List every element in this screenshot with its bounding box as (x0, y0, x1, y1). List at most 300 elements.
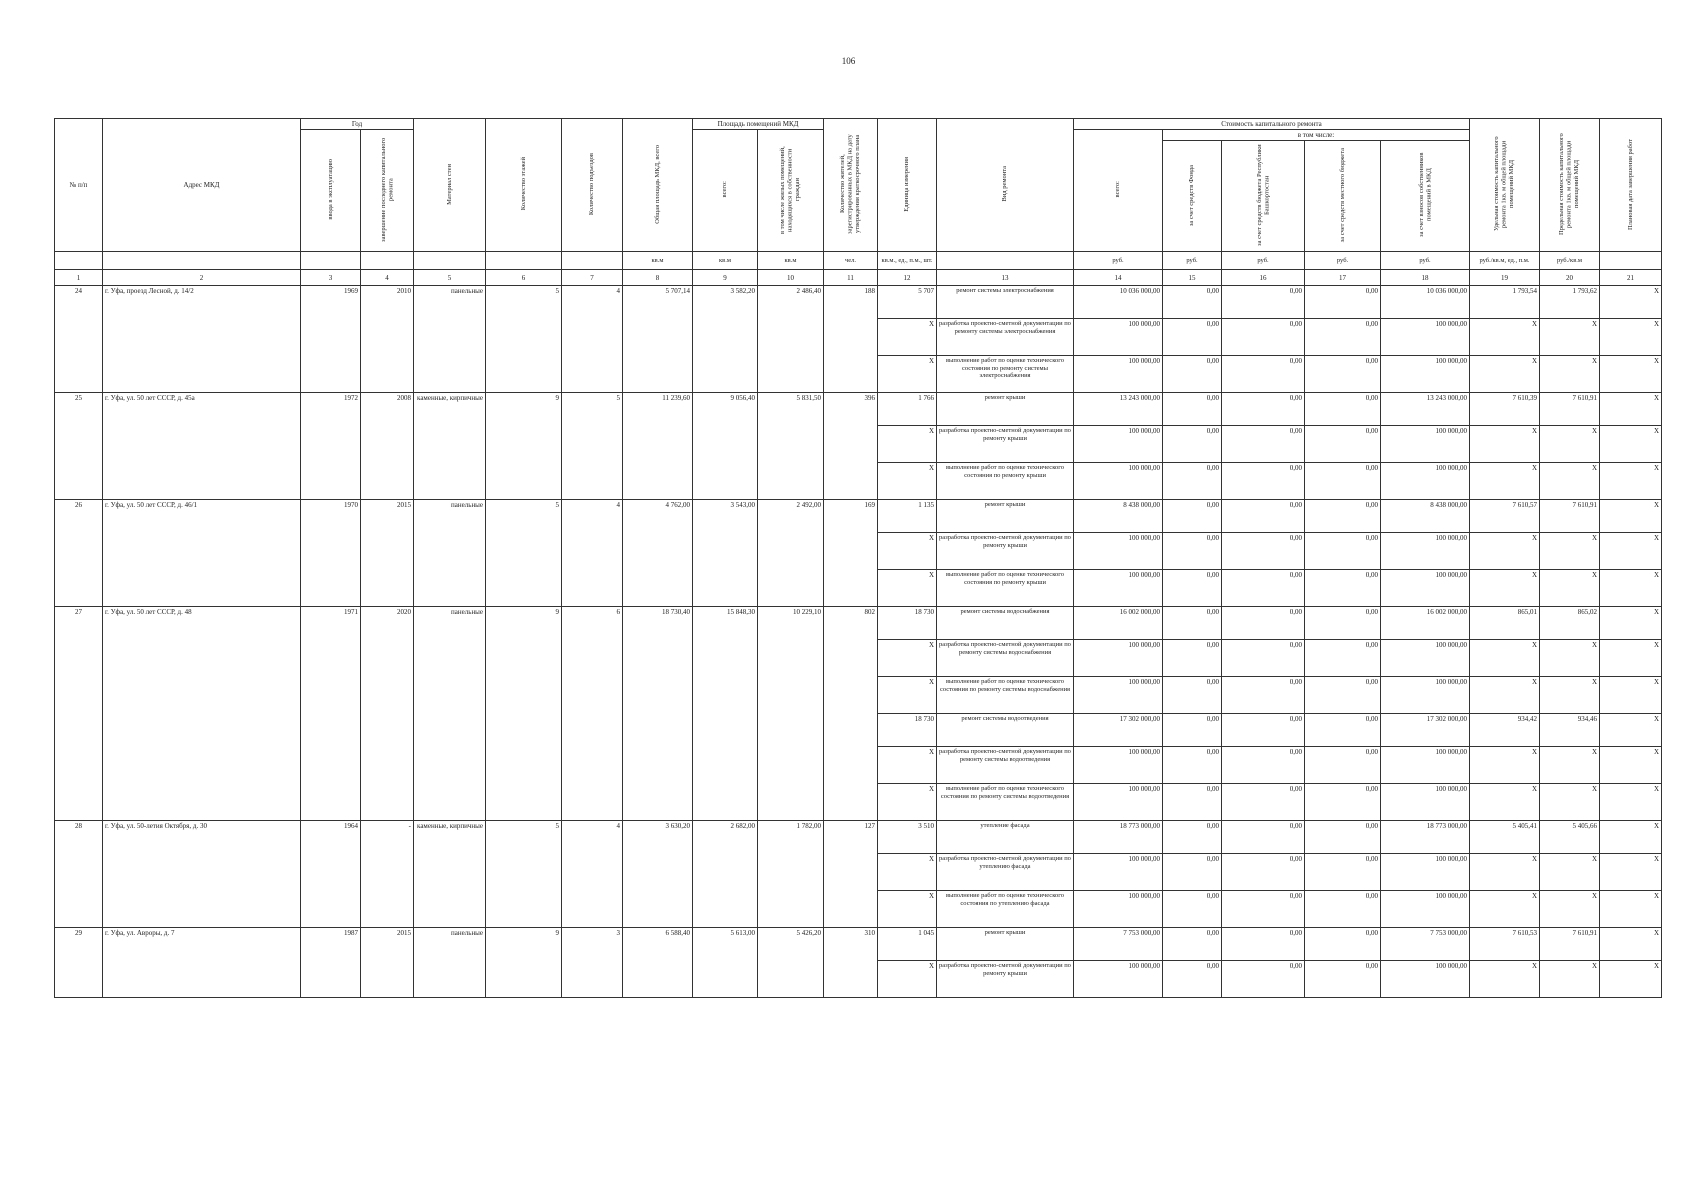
work-type-cell: ремонт системы водоотведения (937, 714, 1074, 747)
address-cell: г. Уфа, ул. 50 лет СССР, д. 46/1 (103, 500, 301, 607)
work-type-cell: разработка проектно-сметной документации по ремонту системы электроснабжения (937, 319, 1074, 356)
quantity-cell: X (878, 747, 937, 784)
cost-fund-cell: 0,00 (1163, 784, 1222, 821)
unit-cost-cell: X (1470, 570, 1540, 607)
cost-owners-cell: 13 243 000,00 (1381, 393, 1470, 426)
cost-owners-cell: 100 000,00 (1381, 570, 1470, 607)
header-residents-text: Количество жителей, зарегистрированных в МКД на дату утверждения краткосрочного плана (839, 134, 862, 234)
work-type-cell: разработка проектно-сметной документации по ремонту крыши (937, 426, 1074, 463)
quantity-cell: X (878, 356, 937, 393)
cost-republic-cell: 0,00 (1222, 928, 1305, 961)
planned-date-cell: X (1600, 714, 1662, 747)
cost-local-cell: 0,00 (1305, 928, 1381, 961)
work-type-cell: ремонт крыши (937, 500, 1074, 533)
unit-cell: руб. (1305, 252, 1381, 270)
table-row (55, 928, 1662, 961)
quantity-cell: X (878, 677, 937, 714)
cost-republic-cell: 0,00 (1222, 570, 1305, 607)
cost-local-cell: 0,00 (1305, 286, 1381, 319)
cost-owners-cell: 100 000,00 (1381, 747, 1470, 784)
cost-republic-cell: 0,00 (1222, 784, 1305, 821)
cost-total-cell: 100 000,00 (1074, 356, 1163, 393)
cost-fund-cell: 0,00 (1163, 426, 1222, 463)
floors-cell: 5 (486, 821, 562, 928)
quantity-cell: X (878, 640, 937, 677)
header-planned-date (1600, 119, 1662, 252)
unit-cell: руб. (1163, 252, 1222, 270)
cost-local-cell: 0,00 (1305, 533, 1381, 570)
work-type-cell: ремонт крыши (937, 393, 1074, 426)
unit-cell: кв.м (693, 252, 758, 270)
work-type-cell: выполнение работ по оценке технического состояния по ремонту системы водоснабжения (937, 677, 1074, 714)
header-unit-cost-text: Удельная стоимость капитального ремонта 1кв. м общей площади помещений МКД (1493, 136, 1516, 232)
wall-material-cell: каменные, кирпичные (414, 393, 486, 500)
residents-cell: 802 (824, 607, 878, 821)
area-all-cell: 15 848,30 (693, 607, 758, 821)
unit-cost-cell: 7 610,57 (1470, 500, 1540, 533)
cost-fund-cell: 0,00 (1163, 640, 1222, 677)
wall-material-cell: каменные, кирпичные (414, 821, 486, 928)
cost-total-cell: 100 000,00 (1074, 319, 1163, 356)
cost-local-cell: 0,00 (1305, 426, 1381, 463)
cost-fund-cell: 0,00 (1163, 533, 1222, 570)
column-number-cell: 14 (1074, 270, 1163, 286)
unit-cost-cell: 1 793,54 (1470, 286, 1540, 319)
header-year-last-repair-text: завершение последнего капитального ремонта (379, 137, 394, 242)
cost-owners-cell: 100 000,00 (1381, 677, 1470, 714)
cost-local-cell: 0,00 (1305, 961, 1381, 998)
header-wall-material (414, 119, 486, 252)
table-row (55, 286, 1662, 319)
residents-cell: 396 (824, 393, 878, 500)
work-type-cell: ремонт крыши (937, 928, 1074, 961)
max-cost-cell: 5 405,66 (1540, 821, 1600, 854)
max-cost-cell: X (1540, 426, 1600, 463)
capital-repair-table (54, 118, 1662, 998)
work-type-cell: выполнение работ по оценке технического состояния по ремонту крыши (937, 570, 1074, 607)
header-area-owned-text: в том числе жилых помещений, находящихся в собственности граждан (779, 145, 802, 234)
header-year-last-repair (361, 130, 414, 252)
floors-cell: 5 (486, 500, 562, 607)
row-number-cell: 28 (55, 821, 103, 928)
header-floors (486, 119, 562, 252)
column-number-cell: 18 (1381, 270, 1470, 286)
cost-local-cell: 0,00 (1305, 747, 1381, 784)
header-residents (824, 119, 878, 252)
cost-owners-cell: 8 438 000,00 (1381, 500, 1470, 533)
quantity-cell: X (878, 570, 937, 607)
cost-republic-cell: 0,00 (1222, 821, 1305, 854)
unit-cell: руб. (1074, 252, 1163, 270)
max-cost-cell: 1 793,62 (1540, 286, 1600, 319)
cost-total-cell: 16 002 000,00 (1074, 607, 1163, 640)
floors-cell: 9 (486, 393, 562, 500)
header-unit (878, 119, 937, 252)
column-number-cell: 19 (1470, 270, 1540, 286)
entrances-cell: 5 (562, 393, 623, 500)
planned-date-cell: X (1600, 319, 1662, 356)
cost-local-cell: 0,00 (1305, 784, 1381, 821)
quantity-cell: X (878, 426, 937, 463)
area-owned-cell: 5 426,20 (758, 928, 824, 998)
max-cost-cell: 865,02 (1540, 607, 1600, 640)
work-type-cell: выполнение работ по оценке технического состояния по утеплению фасада (937, 891, 1074, 928)
unit-cost-cell: X (1470, 533, 1540, 570)
cost-owners-cell: 10 036 000,00 (1381, 286, 1470, 319)
total-area-cell: 3 630,20 (623, 821, 693, 928)
planned-date-cell: X (1600, 891, 1662, 928)
header-premises-area-group: Площадь помещений МКД (693, 119, 824, 130)
cost-republic-cell: 0,00 (1222, 286, 1305, 319)
cost-total-cell: 100 000,00 (1074, 747, 1163, 784)
area-all-cell: 9 056,40 (693, 393, 758, 500)
unit-cost-cell: 7 610,53 (1470, 928, 1540, 961)
cost-local-cell: 0,00 (1305, 821, 1381, 854)
max-cost-cell: X (1540, 784, 1600, 821)
cost-republic-cell: 0,00 (1222, 393, 1305, 426)
unit-cell: руб. (1222, 252, 1305, 270)
unit-cost-cell: X (1470, 747, 1540, 784)
column-number-cell: 20 (1540, 270, 1600, 286)
unit-cell (486, 252, 562, 270)
area-all-cell: 5 613,00 (693, 928, 758, 998)
planned-date-cell: X (1600, 463, 1662, 500)
cost-total-cell: 100 000,00 (1074, 533, 1163, 570)
planned-date-cell: X (1600, 961, 1662, 998)
planned-date-cell: X (1600, 928, 1662, 961)
header-cost-republic-text: за счет средств бюджета Республики Башкортостан (1255, 144, 1270, 246)
header-work-type (937, 119, 1074, 252)
row-number-cell: 27 (55, 607, 103, 821)
cost-total-cell: 17 302 000,00 (1074, 714, 1163, 747)
floors-cell: 5 (486, 286, 562, 393)
quantity-cell: 18 730 (878, 607, 937, 640)
cost-local-cell: 0,00 (1305, 677, 1381, 714)
entrances-cell: 3 (562, 928, 623, 998)
address-cell: г. Уфа, ул. Авроры, д. 7 (103, 928, 301, 998)
cost-fund-cell: 0,00 (1163, 891, 1222, 928)
max-cost-cell: 934,46 (1540, 714, 1600, 747)
table-row (55, 821, 1662, 854)
unit-cost-cell: X (1470, 640, 1540, 677)
cost-fund-cell: 0,00 (1163, 286, 1222, 319)
unit-cost-cell: 934,42 (1470, 714, 1540, 747)
entrances-cell: 4 (562, 500, 623, 607)
column-number-cell: 17 (1305, 270, 1381, 286)
cost-republic-cell: 0,00 (1222, 463, 1305, 500)
quantity-cell: X (878, 784, 937, 821)
quantity-cell: 1 045 (878, 928, 937, 961)
header-cost-local (1305, 141, 1381, 252)
cost-total-cell: 100 000,00 (1074, 784, 1163, 821)
cost-fund-cell: 0,00 (1163, 356, 1222, 393)
page-number: 106 (841, 56, 856, 66)
units-row (55, 252, 1662, 270)
cost-republic-cell: 0,00 (1222, 319, 1305, 356)
unit-cell: руб./кв.м, ед., п.м. (1470, 252, 1540, 270)
header-entrances (562, 119, 623, 252)
column-number-cell: 16 (1222, 270, 1305, 286)
max-cost-cell: X (1540, 891, 1600, 928)
header-cost-republic (1222, 141, 1305, 252)
unit-cost-cell: X (1470, 463, 1540, 500)
year-commission-cell: 1987 (301, 928, 361, 998)
cost-owners-cell: 100 000,00 (1381, 533, 1470, 570)
cost-republic-cell: 0,00 (1222, 533, 1305, 570)
cost-local-cell: 0,00 (1305, 393, 1381, 426)
area-all-cell: 3 543,00 (693, 500, 758, 607)
planned-date-cell: X (1600, 356, 1662, 393)
column-number-cell: 2 (103, 270, 301, 286)
cost-total-cell: 100 000,00 (1074, 677, 1163, 714)
quantity-cell: X (878, 891, 937, 928)
header-cost-group: Стоимость капитального ремонта (1074, 119, 1470, 130)
work-type-cell: разработка проектно-сметной документации по утеплению фасада (937, 854, 1074, 891)
quantity-cell: 18 730 (878, 714, 937, 747)
unit-cell: руб. (1381, 252, 1470, 270)
cost-owners-cell: 17 302 000,00 (1381, 714, 1470, 747)
year-commission-cell: 1972 (301, 393, 361, 500)
header-max-cost (1540, 119, 1600, 252)
cost-fund-cell: 0,00 (1163, 821, 1222, 854)
cost-owners-cell: 100 000,00 (1381, 640, 1470, 677)
column-number-cell: 5 (414, 270, 486, 286)
unit-cell: кв.м., ед., п.м., шт. (878, 252, 937, 270)
cost-republic-cell: 0,00 (1222, 607, 1305, 640)
planned-date-cell: X (1600, 570, 1662, 607)
header-total-area-text: Общая площадь МКД, всего (653, 144, 661, 224)
header-entrances-text: Количество подъездов (588, 153, 596, 216)
cost-republic-cell: 0,00 (1222, 677, 1305, 714)
planned-date-cell: X (1600, 854, 1662, 891)
address-cell: г. Уфа, ул. 50-летия Октября, д. 30 (103, 821, 301, 928)
max-cost-cell: X (1540, 854, 1600, 891)
year-last-repair-cell: 2010 (361, 286, 414, 393)
work-type-cell: ремонт системы водоснабжения (937, 607, 1074, 640)
cost-local-cell: 0,00 (1305, 640, 1381, 677)
max-cost-cell: 7 610,91 (1540, 500, 1600, 533)
cost-fund-cell: 0,00 (1163, 607, 1222, 640)
cost-local-cell: 0,00 (1305, 854, 1381, 891)
row-number-cell: 29 (55, 928, 103, 998)
year-last-repair-cell: 2008 (361, 393, 414, 500)
unit-cell: кв.м (623, 252, 693, 270)
total-area-cell: 5 707,14 (623, 286, 693, 393)
residents-cell: 169 (824, 500, 878, 607)
cost-fund-cell: 0,00 (1163, 570, 1222, 607)
column-number-cell: 11 (824, 270, 878, 286)
header-area-total-text: всего: (721, 181, 729, 198)
header-no: № п/п (55, 119, 103, 252)
total-area-cell: 11 239,60 (623, 393, 693, 500)
header-incl: в том числе: (1163, 130, 1470, 141)
unit-cost-cell: X (1470, 319, 1540, 356)
year-last-repair-cell: 2015 (361, 500, 414, 607)
cost-total-cell: 100 000,00 (1074, 891, 1163, 928)
cost-local-cell: 0,00 (1305, 607, 1381, 640)
cost-owners-cell: 100 000,00 (1381, 356, 1470, 393)
residents-cell: 188 (824, 286, 878, 393)
header-year-commission (301, 130, 361, 252)
area-all-cell: 3 582,20 (693, 286, 758, 393)
max-cost-cell: X (1540, 640, 1600, 677)
area-owned-cell: 5 831,50 (758, 393, 824, 500)
cost-republic-cell: 0,00 (1222, 640, 1305, 677)
unit-cell: руб./кв.м (1540, 252, 1600, 270)
unit-cell (1600, 252, 1662, 270)
cost-owners-cell: 100 000,00 (1381, 961, 1470, 998)
cost-republic-cell: 0,00 (1222, 891, 1305, 928)
wall-material-cell: панельные (414, 928, 486, 998)
address-cell: г. Уфа, ул. 50 лет СССР, д. 45а (103, 393, 301, 500)
unit-cost-cell: X (1470, 356, 1540, 393)
cost-total-cell: 100 000,00 (1074, 463, 1163, 500)
planned-date-cell: X (1600, 784, 1662, 821)
header-planned-date-text: Плановая дата завершения работ (1626, 138, 1634, 230)
unit-cost-cell: 7 610,39 (1470, 393, 1540, 426)
cost-local-cell: 0,00 (1305, 356, 1381, 393)
header-cost-local-text: за счет средств местного бюджета (1338, 147, 1346, 243)
year-last-repair-cell: 2015 (361, 928, 414, 998)
unit-cost-cell: 5 405,41 (1470, 821, 1540, 854)
cost-total-cell: 100 000,00 (1074, 854, 1163, 891)
table-row (55, 500, 1662, 533)
column-number-cell: 3 (301, 270, 361, 286)
header-cost-total-text: всего: (1114, 181, 1122, 198)
column-number-cell: 15 (1163, 270, 1222, 286)
header-cost-owners-text: за счет взносов собственников помещений в МКД (1417, 152, 1432, 238)
cost-total-cell: 10 036 000,00 (1074, 286, 1163, 319)
cost-republic-cell: 0,00 (1222, 714, 1305, 747)
header-address: Адрес МКД (103, 119, 301, 252)
total-area-cell: 18 730,40 (623, 607, 693, 821)
work-type-cell: разработка проектно-сметной документации по ремонту крыши (937, 961, 1074, 998)
planned-date-cell: X (1600, 393, 1662, 426)
entrances-cell: 4 (562, 821, 623, 928)
unit-cost-cell: X (1470, 426, 1540, 463)
cost-owners-cell: 100 000,00 (1381, 784, 1470, 821)
header-year-group: Год (301, 119, 414, 130)
planned-date-cell: X (1600, 500, 1662, 533)
cost-fund-cell: 0,00 (1163, 747, 1222, 784)
entrances-cell: 6 (562, 607, 623, 821)
max-cost-cell: 7 610,91 (1540, 393, 1600, 426)
column-number-cell: 7 (562, 270, 623, 286)
wall-material-cell: панельные (414, 500, 486, 607)
cost-republic-cell: 0,00 (1222, 854, 1305, 891)
planned-date-cell: X (1600, 747, 1662, 784)
quantity-cell: 1 766 (878, 393, 937, 426)
year-last-repair-cell: 2020 (361, 607, 414, 821)
work-type-cell: разработка проектно-сметной документации по ремонту системы водоотведения (937, 747, 1074, 784)
column-number-cell: 12 (878, 270, 937, 286)
column-number-cell: 1 (55, 270, 103, 286)
cost-republic-cell: 0,00 (1222, 961, 1305, 998)
cost-fund-cell: 0,00 (1163, 393, 1222, 426)
cost-total-cell: 100 000,00 (1074, 570, 1163, 607)
header-row-1 (55, 119, 1662, 130)
total-area-cell: 6 588,40 (623, 928, 693, 998)
planned-date-cell: X (1600, 677, 1662, 714)
year-last-repair-cell: - (361, 821, 414, 928)
year-commission-cell: 1971 (301, 607, 361, 821)
header-cost-total (1074, 130, 1163, 252)
cost-total-cell: 100 000,00 (1074, 426, 1163, 463)
cost-fund-cell: 0,00 (1163, 677, 1222, 714)
unit-cell (361, 252, 414, 270)
cost-fund-cell: 0,00 (1163, 854, 1222, 891)
max-cost-cell: X (1540, 961, 1600, 998)
quantity-cell: X (878, 319, 937, 356)
header-area-total (693, 130, 758, 252)
column-number-cell: 4 (361, 270, 414, 286)
row-number-cell: 24 (55, 286, 103, 393)
planned-date-cell: X (1600, 533, 1662, 570)
cost-fund-cell: 0,00 (1163, 319, 1222, 356)
unit-cell: чел. (824, 252, 878, 270)
cost-owners-cell: 18 773 000,00 (1381, 821, 1470, 854)
cost-fund-cell: 0,00 (1163, 961, 1222, 998)
planned-date-cell: X (1600, 426, 1662, 463)
address-cell: г. Уфа, ул. 50 лет СССР, д. 48 (103, 607, 301, 821)
header-max-cost-text: Предельная стоимость капитального ремонта 1кв. м общей площади помещений МКД (1558, 133, 1581, 235)
residents-cell: 127 (824, 821, 878, 928)
unit-cell (562, 252, 623, 270)
area-owned-cell: 2 492,00 (758, 500, 824, 607)
cost-owners-cell: 100 000,00 (1381, 463, 1470, 500)
header-total-area (623, 119, 693, 252)
column-number-cell: 10 (758, 270, 824, 286)
row-number-cell: 25 (55, 393, 103, 500)
cost-owners-cell: 7 753 000,00 (1381, 928, 1470, 961)
max-cost-cell: X (1540, 570, 1600, 607)
header-cost-fund (1163, 141, 1222, 252)
entrances-cell: 4 (562, 286, 623, 393)
planned-date-cell: X (1600, 640, 1662, 677)
area-all-cell: 2 682,00 (693, 821, 758, 928)
residents-cell: 310 (824, 928, 878, 998)
header-unit-text: Единица измерения (903, 156, 911, 212)
cost-fund-cell: 0,00 (1163, 714, 1222, 747)
cost-fund-cell: 0,00 (1163, 463, 1222, 500)
row-number-cell: 26 (55, 500, 103, 607)
max-cost-cell: X (1540, 677, 1600, 714)
cost-total-cell: 8 438 000,00 (1074, 500, 1163, 533)
quantity-cell: X (878, 854, 937, 891)
max-cost-cell: 7 610,91 (1540, 928, 1600, 961)
area-owned-cell: 2 486,40 (758, 286, 824, 393)
column-number-cell: 8 (623, 270, 693, 286)
quantity-cell: 3 510 (878, 821, 937, 854)
cost-total-cell: 7 753 000,00 (1074, 928, 1163, 961)
work-type-cell: разработка проектно-сметной документации по ремонту крыши (937, 533, 1074, 570)
table-row (55, 607, 1662, 640)
floors-cell: 9 (486, 928, 562, 998)
year-commission-cell: 1964 (301, 821, 361, 928)
cost-total-cell: 13 243 000,00 (1074, 393, 1163, 426)
year-commission-cell: 1970 (301, 500, 361, 607)
header-area-owned (758, 130, 824, 252)
work-type-cell: выполнение работ по оценке технического состояния по ремонту системы электроснабжения (937, 356, 1074, 393)
cost-republic-cell: 0,00 (1222, 426, 1305, 463)
unit-cell (103, 252, 301, 270)
unit-cost-cell: X (1470, 677, 1540, 714)
header-floors-text: Количество этажей (519, 157, 527, 211)
work-type-cell: выполнение работ по оценке технического состояния по ремонту крыши (937, 463, 1074, 500)
unit-cell (55, 252, 103, 270)
cost-total-cell: 100 000,00 (1074, 640, 1163, 677)
cost-total-cell: 100 000,00 (1074, 961, 1163, 998)
